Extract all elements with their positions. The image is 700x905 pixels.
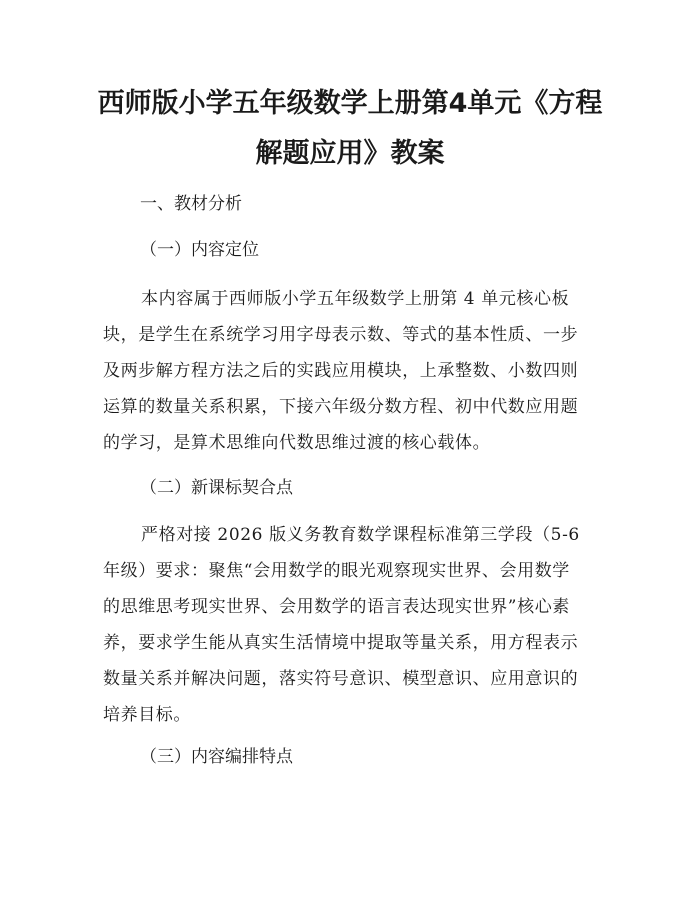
paragraph-line: 的思维思考现实世界、会用数学的语言表达现实世界”核心素 xyxy=(103,597,570,617)
paragraph-curriculum-fit xyxy=(103,517,603,733)
paragraph-line: 本内容属于西师版小学五年级数学上册第 4 单元核心板 xyxy=(141,289,570,309)
paragraph-line: 的学习，是算术思维向代数思维过渡的核心载体。 xyxy=(103,433,491,453)
subsection-heading-layout-features: （三）内容编排特点 xyxy=(140,747,293,767)
paragraph-content-position xyxy=(103,281,603,461)
paragraph-line: 运算的数量关系积累，下接六年级分数方程、初中代数应用题 xyxy=(103,397,579,417)
paragraph-line: 培养目标。 xyxy=(103,705,191,725)
section-heading-textbook-analysis: 一、教材分析 xyxy=(140,194,242,214)
paragraph-line: 养，要求学生能从真实生活情境中提取等量关系，用方程表示 xyxy=(103,633,579,653)
paragraph-line: 严格对接 2026 版义务教育数学课程标准第三学段（5-6 xyxy=(141,525,580,545)
paragraph-line: 数量关系并解决问题，落实符号意识、模型意识、应用意识的 xyxy=(103,669,579,689)
subsection-heading-curriculum-fit: （二）新课标契合点 xyxy=(140,478,293,498)
subsection-heading-content-position: （一）内容定位 xyxy=(140,240,259,260)
paragraph-line: 及两步解方程方法之后的实践应用模块，上承整数、小数四则 xyxy=(103,361,579,381)
paragraph-line: 块，是学生在系统学习用字母表示数、等式的基本性质、一步 xyxy=(103,325,579,345)
paragraph-line: 年级）要求：聚焦“会用数学的眼光观察现实世界、会用数学 xyxy=(103,561,570,581)
document-title-line-1: 西师版小学五年级数学上册第4单元《方程 xyxy=(97,88,603,119)
document-title-line-2: 解题应用》教案 xyxy=(255,138,445,169)
